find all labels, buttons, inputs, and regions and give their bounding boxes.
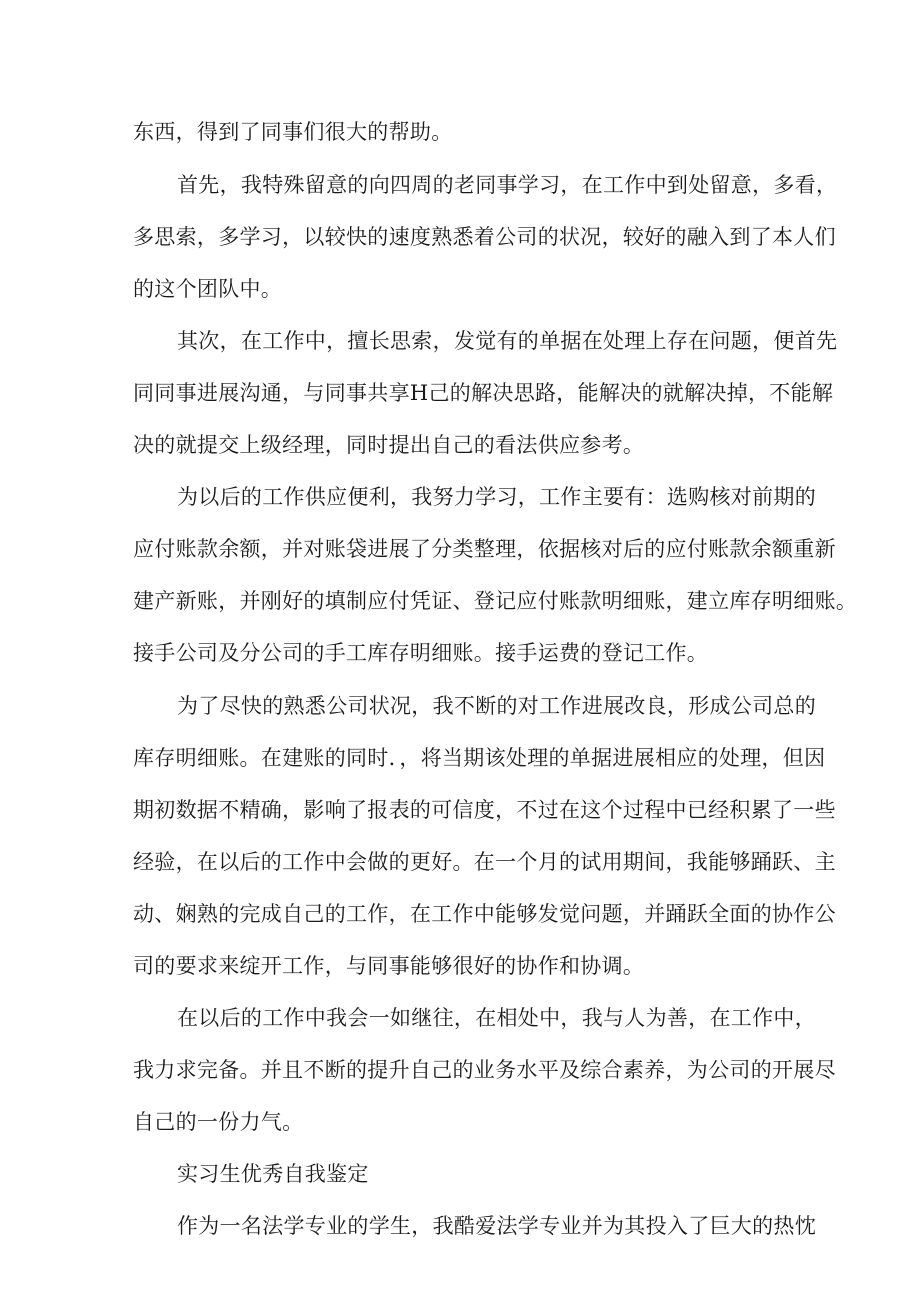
text-line: 我力求完备。并且不断的提升自己的业务水平及综合素养，为公司的开展尽 — [133, 1058, 836, 1082]
text-line: 司的要求来绽开工作，与同事能够很好的协作和协调。 — [133, 954, 645, 978]
text-line: 多思索，多学习，以较快的速度熟悉着公司的状况，较好的融入到了本人们 — [133, 225, 836, 249]
section-heading: 实习生优秀自我鉴定 — [177, 1162, 369, 1186]
text-line: 动、娴熟的完成自己的工作，在工作中能够发觉问题，并踊跃全面的协作公 — [133, 902, 836, 926]
text-line: 期初数据不精确，影响了报表的可信度，不过在这个过程中已经积累了一些 — [133, 798, 836, 822]
text-line: 为以后的工作供应便利，我努力学习，工作主要有：选购核对前期的 — [177, 485, 816, 509]
text-line: 接手公司及分公司的手工库存明细账。接手运费的登记工作。 — [133, 641, 709, 665]
text-line: 同同事进展沟通，与同事共享H己的解决思路，能解决的就解决掉，不能解 — [133, 381, 834, 405]
text-line: 其次，在工作中，擅长思索，发觉有的单据在处理上存在问题，便首先 — [177, 329, 838, 353]
text-line: 为了尽快的熟悉公司状况，我不断的对工作进展改良，形成公司总的 — [177, 694, 816, 718]
text-line: 库存明细账。在建账的同时．，将当期该处理的单据进展相应的处理，但因 — [133, 746, 826, 770]
text-line: 建产新账，并刚好的填制应付凭证、登记应付账款明细账，建立库存明细账。 — [133, 589, 858, 613]
text-line: 的这个团队中。 — [133, 277, 283, 301]
text-line: 应付账款余额，并对账袋进展了分类整理，依据核对后的应付账款余额重新 — [133, 537, 836, 561]
text-line: 在以后的工作中我会一如继往，在相处中，我与人为善，在工作中， — [177, 1006, 816, 1030]
text-line: 经验，在以后的工作中会做的更好。在一个月的试用期间，我能够踊跃、主 — [133, 850, 836, 874]
text-line: 自己的一份力气。 — [133, 1110, 304, 1134]
text-line: 东西，得到了同事们很大的帮助。 — [133, 120, 453, 144]
text-line: 决的就提交上级经理，同时提出自己的看法供应参考。 — [133, 433, 645, 457]
text-line: 首先，我特殊留意的向四周的老同事学习，在工作中到处留意，多看， — [177, 173, 838, 197]
text-line: 作为一名法学专业的学生，我酷爱法学专业并为其投入了巨大的热忱 — [177, 1214, 816, 1238]
